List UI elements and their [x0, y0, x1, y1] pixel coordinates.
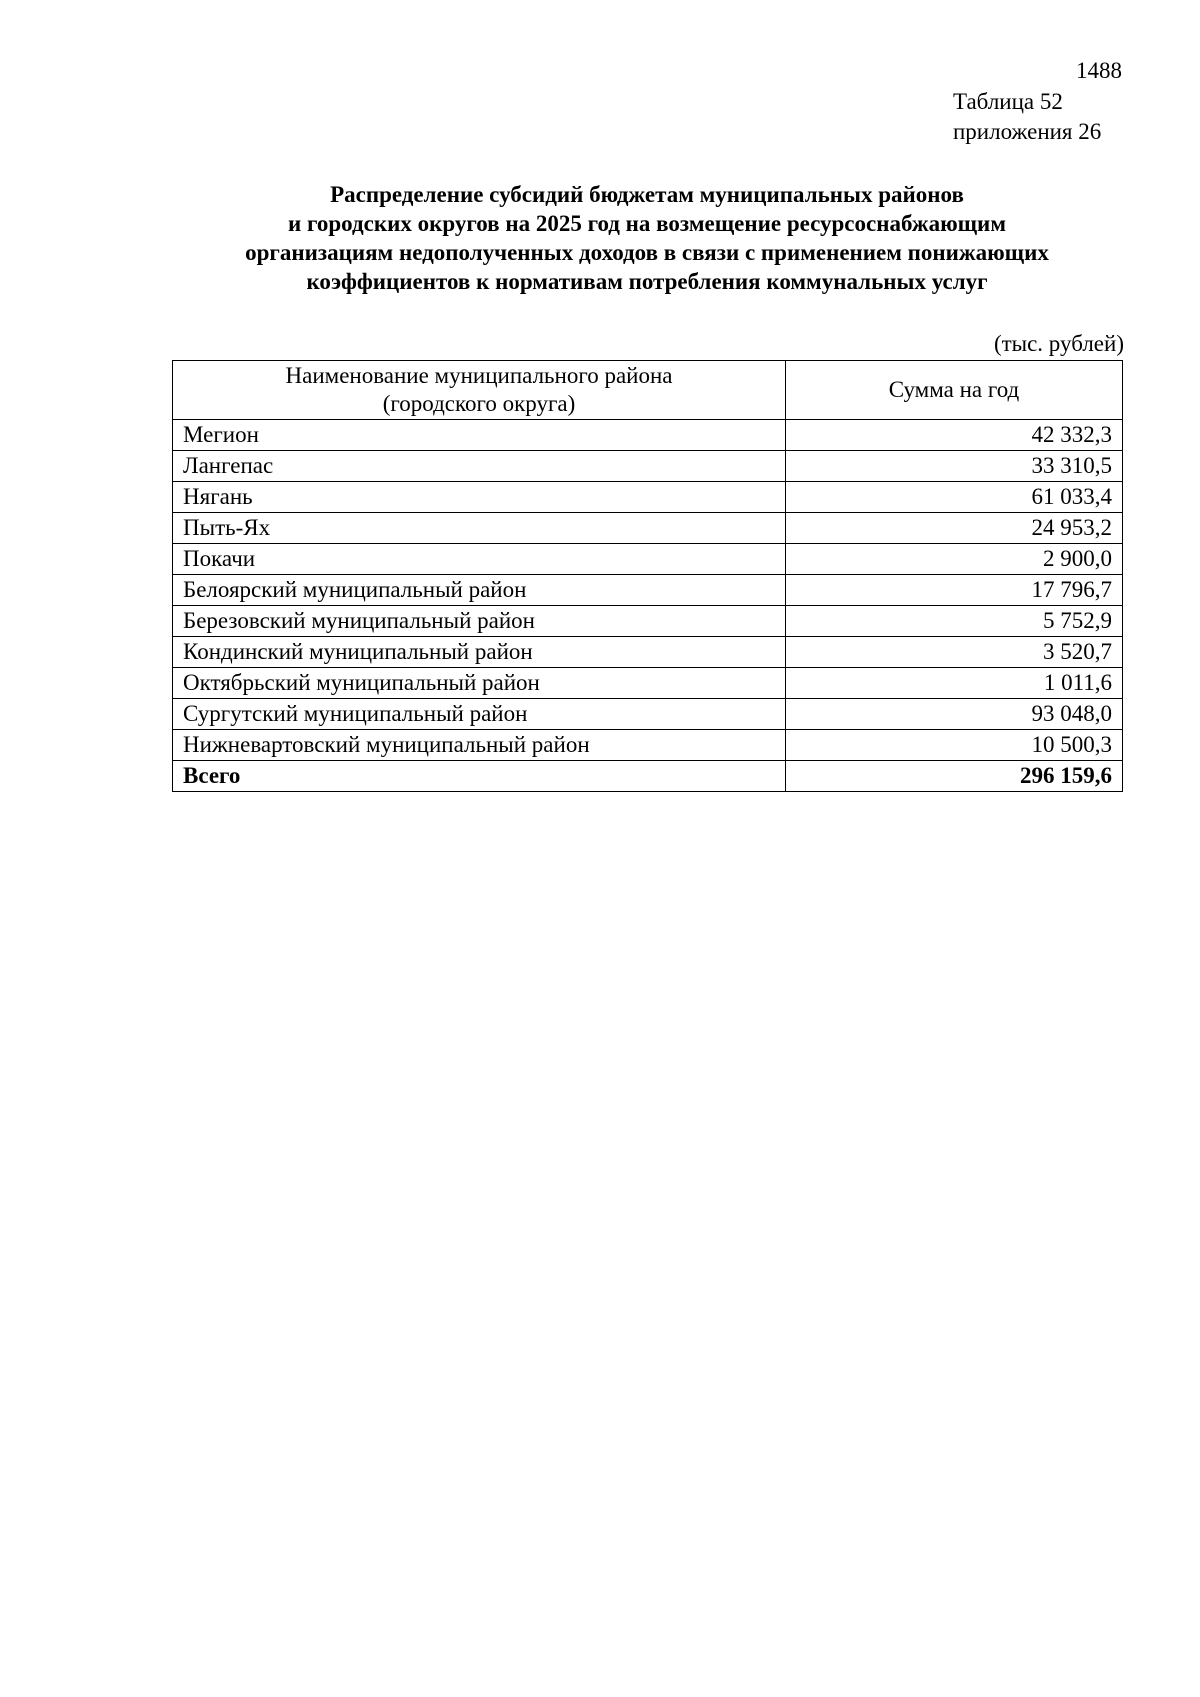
column-header-name-line1: Наименование муниципального района	[285, 363, 673, 388]
column-header-name	[173, 361, 786, 420]
row-name-cell: Сургутский муниципальный район	[173, 699, 786, 730]
row-name-cell: Нижневартовский муниципальный район	[173, 730, 786, 761]
title-line: организациям недополученных доходов в связи с применением понижающих	[245, 240, 1049, 265]
page-number: 1488	[1076, 58, 1122, 83]
appendix-label: приложения 26	[953, 119, 1102, 144]
row-amount-cell: 5 752,9	[786, 606, 1123, 637]
row-name-cell: Лангепас	[173, 451, 786, 482]
row-amount-cell: 93 048,0	[786, 699, 1123, 730]
column-header-amount: Сумма на год	[786, 361, 1123, 420]
table-header-row	[173, 361, 1123, 420]
row-name-cell: Пыть-Ях	[173, 513, 786, 544]
row-name-cell: Кондинский муниципальный район	[173, 637, 786, 668]
table-row	[173, 575, 1123, 606]
column-header-name-line2: (городского округа)	[382, 391, 576, 416]
row-amount-cell: 10 500,3	[786, 730, 1123, 761]
row-name-cell: Покачи	[173, 544, 786, 575]
row-name-cell: Нягань	[173, 482, 786, 513]
table-row	[173, 730, 1123, 761]
document-title	[172, 180, 1122, 296]
total-amount-cell: 296 159,6	[786, 761, 1123, 792]
row-amount-cell: 3 520,7	[786, 637, 1123, 668]
table-row	[173, 699, 1123, 730]
table-row	[173, 420, 1123, 451]
title-line: коэффициентов к нормативам потребления коммунальных услуг	[306, 269, 988, 294]
table-row	[173, 513, 1123, 544]
table-total-row	[173, 761, 1123, 792]
row-amount-cell: 24 953,2	[786, 513, 1123, 544]
row-name-cell: Мегион	[173, 420, 786, 451]
title-line: Распределение субсидий бюджетам муниципальных районов	[330, 182, 964, 207]
table-reference	[953, 87, 1101, 147]
table-row	[173, 637, 1123, 668]
row-name-cell: Березовский муниципальный район	[173, 606, 786, 637]
row-amount-cell: 17 796,7	[786, 575, 1123, 606]
row-amount-cell: 42 332,3	[786, 420, 1123, 451]
units-label: (тыс. рублей)	[993, 331, 1124, 356]
table-row	[173, 606, 1123, 637]
row-name-cell: Белоярский муниципальный район	[173, 575, 786, 606]
row-amount-cell: 61 033,4	[786, 482, 1123, 513]
row-amount-cell: 33 310,5	[786, 451, 1123, 482]
subsidies-table	[172, 360, 1123, 792]
row-amount-cell: 2 900,0	[786, 544, 1123, 575]
table-label: Таблица 52	[953, 89, 1063, 114]
table-row	[173, 451, 1123, 482]
table-row	[173, 668, 1123, 699]
title-line: и городских округов на 2025 год на возмещение ресурсоснабжающим	[288, 211, 1006, 236]
row-amount-cell: 1 011,6	[786, 668, 1123, 699]
row-name-cell: Октябрьский муниципальный район	[173, 668, 786, 699]
table-row	[173, 482, 1123, 513]
table-row	[173, 544, 1123, 575]
total-label-cell: Всего	[173, 761, 786, 792]
